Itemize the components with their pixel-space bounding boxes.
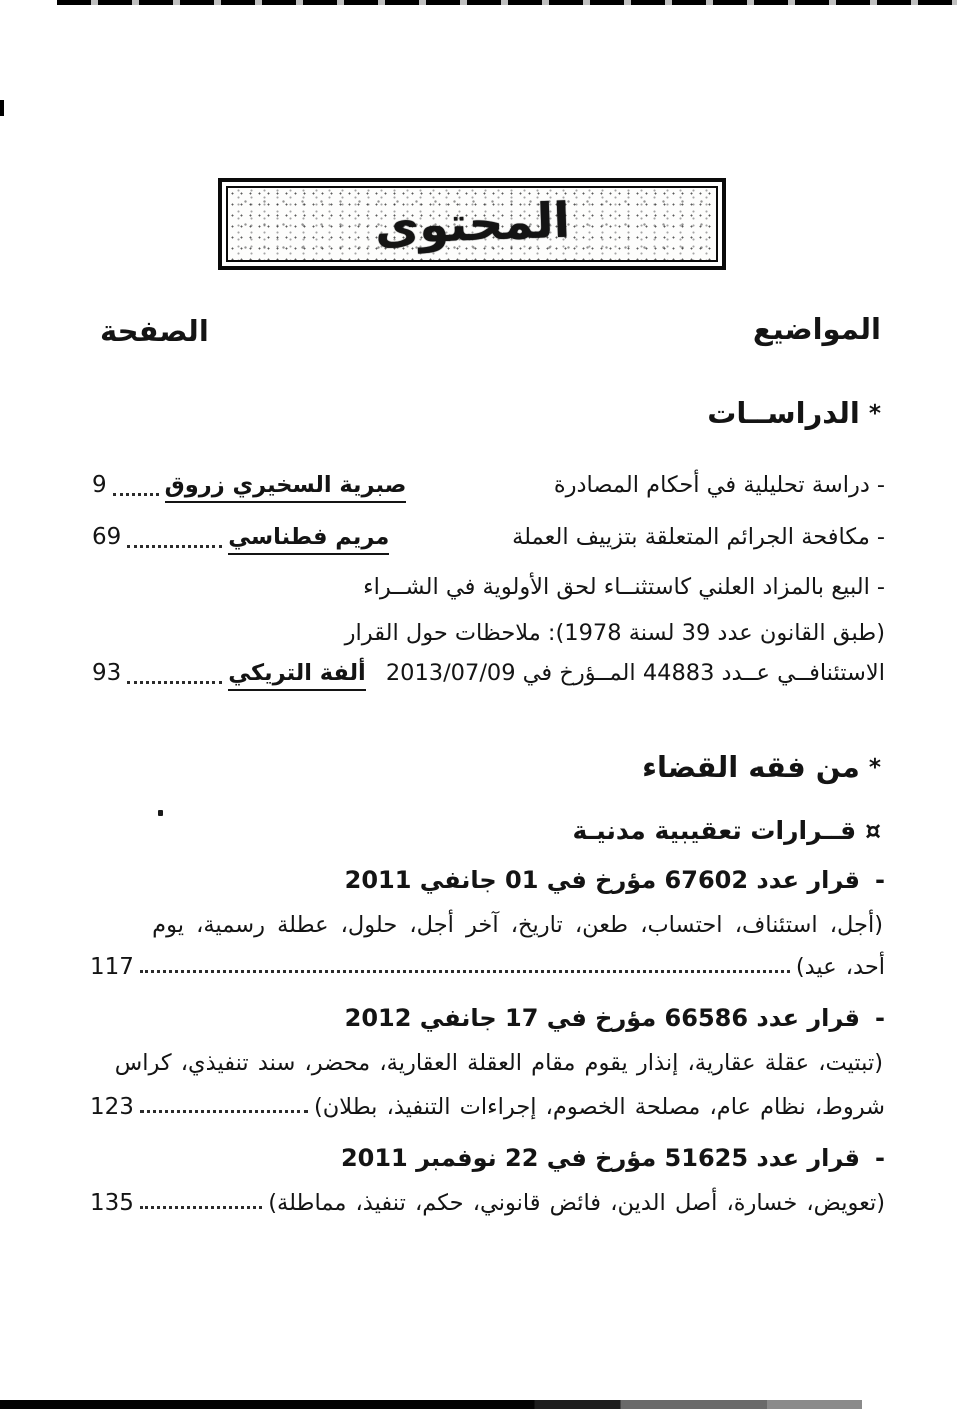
study-1-page-number: 9 — [92, 472, 107, 498]
study-3-title-line-1: البيع بالمزاد العلني كاستثنــاء لحق الأولوية في الشــراء — [363, 574, 870, 600]
decision-2-keywords-line-2 — [90, 1094, 885, 1120]
study-2-page-number: 69 — [92, 524, 122, 550]
decision-1-heading-text: قرار عدد 67602 مؤرخ في 01 جانفي 2011 — [344, 866, 861, 894]
study-3-author: ألفة التريكي — [228, 658, 365, 691]
asterisk-bullet-icon: * — [868, 754, 881, 781]
decision-1-heading — [345, 866, 885, 894]
entry-dash: - — [875, 866, 885, 894]
decision-2-heading-text: قرار عدد 66586 مؤرخ في 17 جانفي 2012 — [344, 1004, 861, 1032]
studies-section-heading — [707, 396, 881, 430]
decision-3-heading-text: قرار عدد 51625 مؤرخ في 22 نوفمبر 2011 — [340, 1144, 861, 1172]
study-3-page-number: 93 — [92, 660, 122, 686]
decision-2-keywords-line-1: (تبتيت، عقلة عقارية، إنذار يقوم مقام العقلة العقارية، محضر، سند تنفيذي، كراس — [114, 1050, 883, 1076]
entry-dash: - — [875, 1144, 885, 1172]
decision-1-page-number: 117 — [90, 954, 134, 980]
study-1-author: صبرية السخيري زروق — [165, 470, 407, 503]
entry-dash: - — [875, 1004, 885, 1032]
scan-artifact-left-tick — [0, 100, 4, 116]
decision-3-keywords-text: (تعويض، خسارة، أصل الدين، فائض قانوني، حكم، تنفيذ، مماطلة) — [268, 1190, 885, 1216]
contents-title-box-inner — [226, 186, 718, 262]
study-1-title: دراسة تحليلية في أحكام المصادرة — [553, 472, 870, 498]
scan-artifact-top-line — [57, 0, 957, 5]
decision-2-heading — [345, 1004, 885, 1032]
scan-artifact-bottom-bar — [0, 1400, 862, 1409]
entry-dash: - — [876, 472, 885, 498]
study-3-title-line-3: الاستئنافــي عــدد 44883 المــؤرخ في 2013/07/09 — [385, 660, 885, 686]
decision-2-page-number: 123 — [90, 1094, 134, 1120]
dotted-leader — [140, 1206, 262, 1209]
dotted-leader — [127, 681, 222, 684]
case-law-section-heading-text: من فقه القضاء — [642, 750, 860, 784]
entry-dash: - — [876, 524, 885, 550]
decision-1-keywords-line-2-text: أحد، عيد) — [795, 954, 885, 980]
toc-entry-study-2 — [92, 522, 885, 555]
currency-sign-bullet-icon: ¤ — [865, 816, 881, 845]
topics-column-header: المواضيع — [752, 312, 881, 346]
decision-3-heading — [341, 1144, 885, 1172]
page-title: المحتوى — [373, 192, 571, 256]
dotted-leader — [140, 970, 790, 973]
study-2-author: مريم فطناسي — [228, 522, 389, 555]
toc-entry-study-3-line-3 — [92, 658, 885, 691]
toc-entry-study-3-line-1 — [363, 574, 885, 600]
entry-dash: - — [876, 574, 885, 600]
contents-title-box — [218, 178, 726, 270]
page-column-header: الصفحة — [100, 314, 209, 348]
toc-entry-study-3-line-2 — [345, 620, 885, 646]
scan-noise-dot — [158, 810, 163, 816]
study-3-title-line-2: (طبق القانون عدد 39 لسنة 1978): ملاحظات حول القرار — [344, 620, 885, 646]
decision-3-page-number: 135 — [90, 1190, 134, 1216]
decision-3-keywords-line — [90, 1190, 885, 1216]
case-law-section-heading — [642, 750, 881, 784]
decision-2-keywords-line-2-text: شروط، نظام عام، مصلحة الخصوم، إجراءات التنفيذ، بطلان) — [313, 1094, 885, 1120]
toc-entry-study-1 — [92, 470, 885, 503]
civil-cassation-subheading — [573, 816, 881, 845]
civil-cassation-subheading-text: قــرارات تعقيبية مدنيـة — [572, 816, 857, 845]
studies-section-heading-text: الدراســات — [707, 396, 860, 430]
dotted-leader — [127, 545, 222, 548]
asterisk-bullet-icon: * — [868, 400, 881, 427]
dotted-leader — [113, 493, 159, 496]
study-2-title: مكافحة الجرائم المتعلقة بتزييف العملة — [512, 524, 870, 550]
decision-1-keywords-line-2 — [90, 954, 885, 980]
decision-1-keywords-line-1: (أجل، استئناف، احتساب، طعن، تاريخ، آخر أجل، حلول، عطلة رسمية، يوم — [152, 912, 883, 938]
dotted-leader — [140, 1110, 308, 1113]
